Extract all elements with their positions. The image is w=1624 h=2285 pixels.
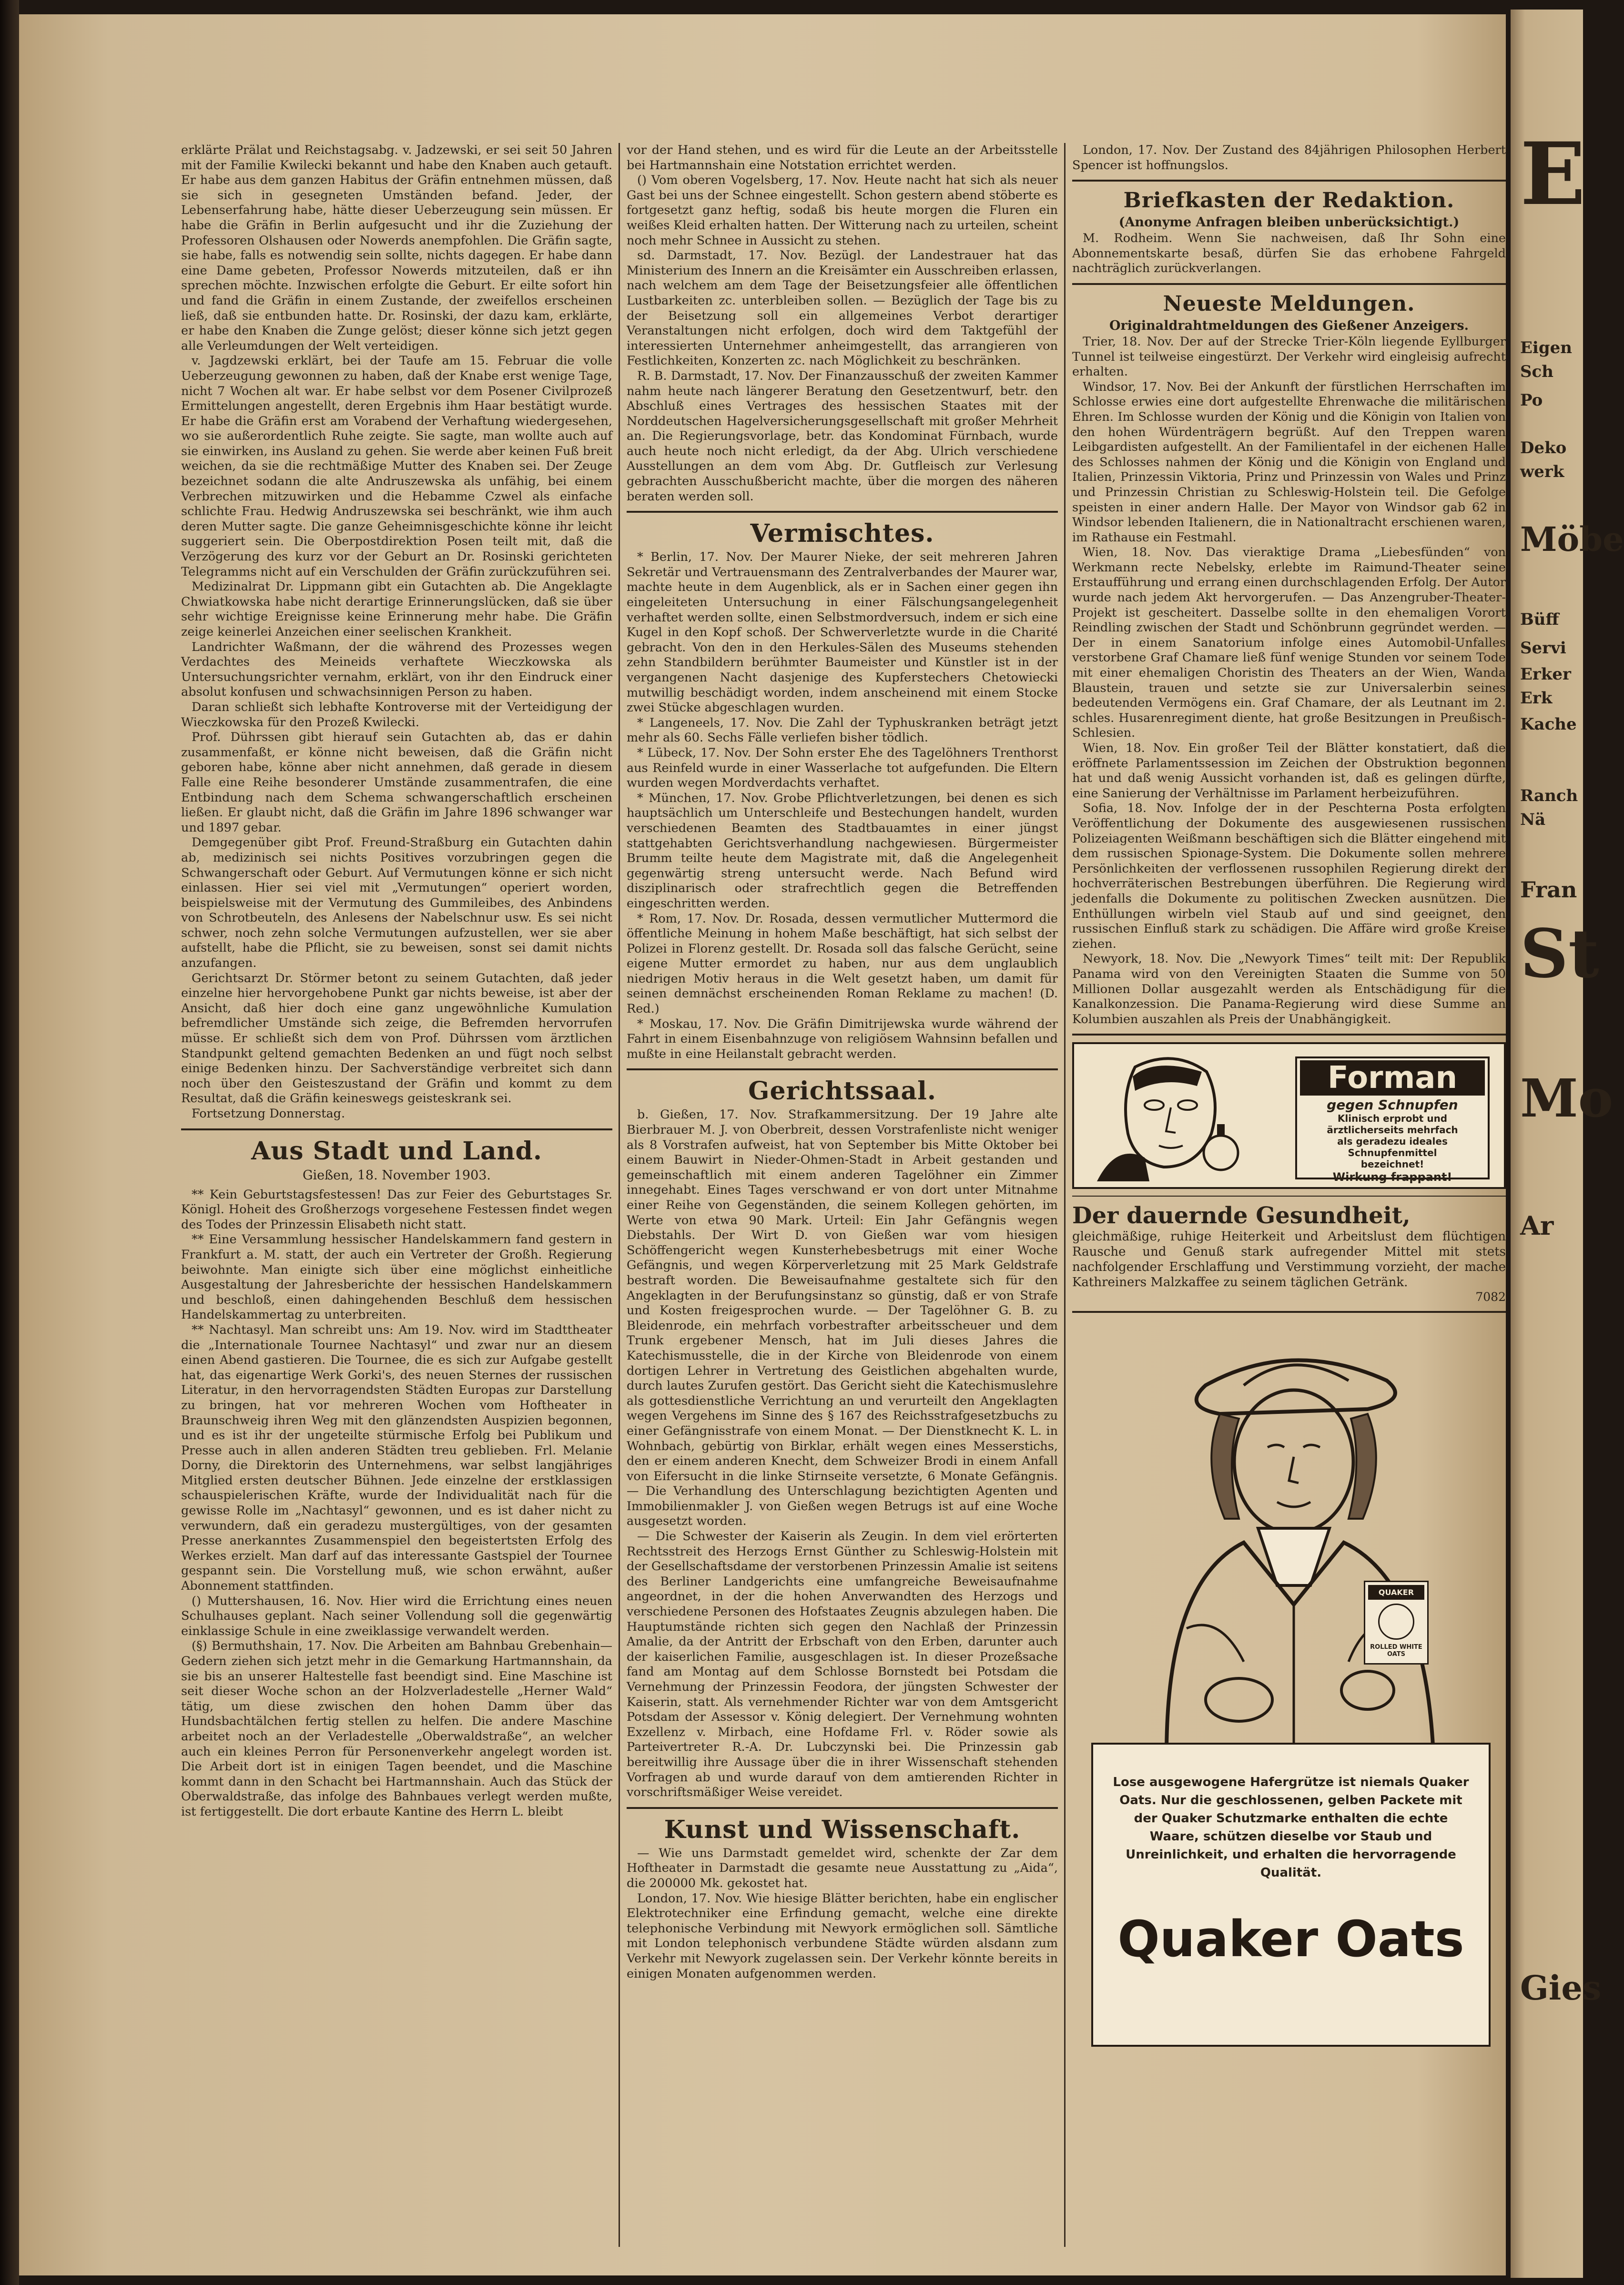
news-item: * Rom, 17. Nov. Dr. Rosada, dessen vermutlicher Muttermord die öffentliche Meinung in hohem Maße beschäftigt, hat sich selbst der Polizei in Florenz gestellt. Dr. Rosada soll das falsche Gerücht, seine eigene Mutter ermordet zu haben, nur aus dem unglaublich niedrigen Motiv heraus in die Welt gesetzt haben, um damit für seinen demnächst erscheinenden Roman Reklame zu machen! (D. Red.): [627, 911, 1058, 1016]
news-item: b. Gießen, 17. Nov. Strafkammersitzung. Der 19 Jahre alte Bierbrauer M. J. von Oberbreit, dessen Vorstrafenliste nicht weniger als 8 Vorstrafen aufweist, hat von September bis Mitte Oktober bei einem Bauwirt in Nieder-Ohmen-Stadt in Arbeit gestanden und gemeinschaftlich mit einem anderen Tagelöhner ein Zimmer innegehabt. Eines Tages verschwand er von dort unter Mitnahme einer Reihe von Gegenständen, die seinem Kollegen gehörten, im Werte von etwa 90 Mark. Urteil: Ein Jahr Gefängnis wegen Diebstahls. Der Wirt D. von Gießen war vom hiesigen Schöffengericht wegen Kunsterhebesbetrugs mit einer Woche Gefängnis, und wegen Körperverletzung mit 25 Mark Geldstrafe bestraft worden. Die Beweisaufnahme gestaltete sich für den Angeklagten in der Berufungsinstanz so günstig, daß er von Strafe und Kosten freigesprochen wurde. — Der Tagelöhner G. B. zu Bleidenrode, ein mehrfach vorbestrafter arbeitsscheuer und dem Trunk ergebener Mensch, hat im Juli dieses Jahres die Katechismusstelle, die in der Kirche von Bleidenrode von einem dortigen Lehrer in Vertretung des Geistlichen abgehalten wurde, durch lautes Zurufen gestört. Das Gericht sieht die Katechismuslehre als gottesdienstliche Verrichtung an und verurteilt den Angeklagten wegen Vergehens im Sinne des § 167 des Reichsstrafgesetzbuchs zu einer Gefängnisstrafe von einem Monat. — Der Dienstknecht K. L. in Wohnbach, gebürtig von Birklar, erhält wegen eines Messerstichs, den er einem anderen Knecht, dem Schweizer Brodi in einem Anfall von Eifersucht in die linke Stirnseite versetzte, 6 Monate Gefängnis. — Die Verhandlung des Unterschlagung bezichtigten Agenten und Immobilienmakler J. von Gießen wegen Betrugs ist auf eine Woche ausgesetzt worden.: [627, 1107, 1058, 1529]
next-page-fragment: Ar: [1520, 1210, 1554, 1241]
book-binding: [0, 0, 19, 2285]
news-item: * München, 17. Nov. Grobe Pflichtverletzungen, bei denen es sich hauptsächlich um Unterschleife und Bestechungen handelt, wurden verschiedenen Beamten des Stadtbauamtes in einer jüngst stattgehabten Gerichtsverhandlung nachgewiesen. Bürgermeister Brumm teilte heute dem Magistrate mit, daß die Angelegenheit gegenwärtig streng untersucht werde. Nach Befund wird disziplinarisch oder strafrechtlich gegen die Betreffenden eingeschritten werden.: [627, 791, 1058, 911]
news-item: London, 17. Nov. Wie hiesige Blätter berichten, habe ein englischer Elektrotechniker eine Erfindung gemacht, welche eine direkte telephonische Verbindung mit Newyork ermöglichen soll. Sämtliche mit London telephonisch verbundene Städte würden alsdann zum Verkehr mit Newyork zugelassen sein. Der Verkehr könnte bereits in einigen Monaten aufgenommen werden.: [627, 1891, 1058, 1981]
next-page-fragment: Deko: [1520, 438, 1567, 457]
next-page-fragment: Nä: [1520, 810, 1546, 829]
article-continuation-note: Fortsetzung Donnerstag.: [192, 1107, 345, 1121]
news-item: R. B. Darmstadt, 17. Nov. Der Finanzausschuß der zweiten Kammer nahm heute nach längerer Beratung den Gesetzentwurf, betr. den Abschluß eines Vertrages des hessischen Staates mit der Norddeutschen Hagelversicherungsgesellschaft mit großer Mehrheit an. Die Regierungsvorlage, betr. das Kondominat Fürnbach, wurde auch heute noch nicht erledigt, da der Abg. Ulrich verschiedene Ausstellungen an dem vom Abg. Dr. Gutfleisch zur Verlesung gebrachten Ausschußbericht machte, über die morgen des näheren beraten werden soll.: [627, 368, 1058, 504]
column-divider: [1064, 143, 1066, 2247]
health-ad-headline: Der dauernde Gesundheit,: [1072, 1202, 1411, 1229]
section-rule: [1072, 1034, 1506, 1036]
column-right: [1072, 143, 1506, 2256]
next-page-fragment: Erk: [1520, 689, 1553, 708]
forman-brand: Forman: [1300, 1060, 1485, 1096]
quaker-text-box: [1091, 1743, 1491, 2047]
section-rule: [627, 511, 1058, 513]
news-item: sd. Darmstadt, 17. Nov. Bezügl. der Landestrauer hat das Ministerium des Innern an die Kreisämter ein Ausschreiben erlassen, nach welchem am dem Tage der Beisetzungsfeier alle öffentlichen Lustbarkeiten zc. unterbleiben sollen. — Bezüglich der Tage bis zu der Beisetzung soll ein allgemeines Verbot derartiger Veranstaltungen nicht erfolgen, doch wird dem Taktgefühl der interessierten Unternehmer anheimgestellt, das arrangieren von Festlichkeiten, Konzerten zc. nach Möglichkeit zu beschränken.: [627, 248, 1058, 368]
forman-line: bezeichnet!: [1360, 1158, 1424, 1170]
next-page-fragment: E: [1520, 124, 1586, 224]
package-label-bottom: ROLLED WHITE OATS: [1370, 1644, 1422, 1658]
briefkasten-note: (Anonyme Anfragen bleiben unberücksichtigt.): [1118, 215, 1460, 230]
forman-text-box: [1295, 1056, 1490, 1184]
next-page-fragment: Büff: [1520, 610, 1559, 629]
news-item: — Die Schwester der Kaiserin als Zeugin. In dem viel erörterten Rechtsstreit des Herzogs Ernst Günther zu Schleswig-Holstein mit der Gesellschaftsdame der verstorbenen Prinzessin Amalie ist seitens des Berliner Landgerichts eine umfangreiche Beweisaufnahme angeordnet, in der die hohen Anverwandten des Herzogs und verschiedene Personen des Hofstaates Zeugnis abzulegen haben. Die Hauptumstände richten sich gegen den Nachlaß der Prinzessin Amalie, da der Antritt der Erbschaft von den Erben, darunter auch der kaiserlichen Familie, ausgeschlagen ist. In dieser Prozeßsache fand am Montag auf dem Schlosse Bornstedt bei Potsdam die Vernehmung der Prinzessin Feodora, der jüngsten Schwester der Kaiserin, statt. Als vernehmender Richter war von dem Amtsgericht Potsdam der Assessor v. König delegiert. Der Vernehmung wohnten Exzellenz v. Mirbach, eine Hofdame Frl. v. Röder sowie als Parteivertreter R.-A. Dr. Lubczynski bei. Die Prinzessin gab bereitwillig ihre Aussage über die in ihrer Wissenschaft stehenden Vorfragen ab und wurde darauf von dem amtierenden Richter in vorschriftsmäßiger Weise vereidet.: [627, 1529, 1058, 1800]
forman-line: Wirkung frappant!: [1332, 1170, 1452, 1184]
section-title-stadt-und-land: Aus Stadt und Land.: [251, 1136, 542, 1166]
next-page-fragment: Erker: [1520, 665, 1571, 684]
news-item: * Berlin, 17. Nov. Der Maurer Nieke, der seit mehreren Jahren Sekretär und Vertrauensmann des Zentralverbandes der Maurer war, machte heute in dem Augenblick, als er in Sachen einer gegen ihn eingeleiteten Untersuchung in einer Fälschungsangelegenheit verhaftet werden sollte, einen Selbstmordversuch, indem er sich eine Kugel in den Kopf schoß. Der Schwerverletzte wurde in die Charité gebracht. Von den in den Herkules-Sälen des Museums stehenden zehn Standbildern berühmter Baumeister und Künstler ist in der vergangenen Nacht dasjenige des Kupferstechers Chetowiecki mutwillig beschädigt worden, indem anscheinend mit einem Stocke zwei Stücke abgeschlagen wurden.: [627, 550, 1058, 715]
article-paragraph: Prof. Dührssen gibt hierauf sein Gutachten ab, das er dahin zusammenfaßt, er könne nicht beweisen, daß die Gräfin nicht geboren habe, könne aber nicht annehmen, daß gerade in diesem Falle eine Reihe besonderer Umstände zusammentrafen, die eine Entbindung nach dem Schema schwangerschaftlich erscheinen ließen. Er glaubt nicht, daß die Gräfin im Jahre 1896 schwanger war und 1897 gebar.: [181, 730, 612, 835]
news-item: Wien, 18. Nov. Ein großer Teil der Blätter konstatiert, daß die eröffnete Parlamentssession im Zeichen der Obstruktion begonnen hat und daß wenig Aussicht vorhanden ist, daß es gelingen dürfte, eine Sanierung der Verhältnisse im Parlament herbeizuführen.: [1072, 741, 1506, 801]
quaker-emblem-icon: [1378, 1604, 1414, 1640]
article-paragraph: erklärte Prälat und Reichstagsabg. v. Jadzewski, er sei seit 50 Jahren mit der Familie Kwilecki bekannt und habe den Knaben auch getauft. Er habe aus dem ganzen Habitus der Gräfin entnehmen müssen, daß sie sich in gesegneten Umständen befand. Jeder, der Lebenserfahrung habe, hätte dieser Ueberzeugung sein müssen. Er habe die Gräfin in Berlin aufgesucht und ihr die Zuziehung der Professoren Olshausen oder Nowerds anempfohlen. Die Gräfin sagte, sie habe, falls es notwendig sein sollte, nichts dagegen. Er habe dann eine Dame gebeten, Professor Nowerds mitzuteilen, daß er ihn sprechen möchte. Inzwischen erfolgte die Geburt. Er eilte sofort hin und fand die Gräfin in einem Zustande, der zweifellos erscheinen ließ, daß sie entbunden hatte. Dr. Rosinski, der dazu kam, erklärte, er habe den Knaben die Zunge gelöst; dieser könne sich jetzt gegen alle Verleumdungen der Welt verteidigen.: [181, 143, 612, 353]
article-paragraph: Daran schließt sich lebhafte Kontroverse mit der Verteidigung der Wieczkowska für den Prozeß Kwilecki.: [181, 700, 612, 730]
news-item: Sofia, 18. Nov. Infolge der in der Peschterna Posta erfolgten Veröffentlichung der Dokumente des ausgewiesenen russischen Polizeiagenten Weißmann beschäftigen sich die Blätter eingehend mit dem russischen Spionage-System. Die Dokumente sollen mehrere Persönlichkeiten der verflossenen russophilen Regierung direkt der hochverräterischen Bestrebungen überführen. Die Regierung wird jedenfalls die Dokumente zu politischen Zwecken ausnützen. Die Enthüllungen wirbeln viel Staub auf und sind geeignet, den russischen Einfluß stark zu schädigen. Die Affäre wird große Kreise ziehen.: [1072, 801, 1506, 951]
section-rule: [1072, 1311, 1506, 1313]
next-page-fragment: Eigen: [1520, 338, 1572, 357]
article-paragraph: vor der Hand stehen, und es wird für die Leute an der Arbeitsstelle bei Hartmannshain eine Notstation errichtet werden.: [627, 143, 1058, 173]
sneezing-man-illustration: [1078, 1048, 1269, 1181]
dateline: Gießen, 18. November 1903.: [302, 1168, 491, 1183]
column-middle: [627, 143, 1058, 2256]
next-page-fragment: Po: [1520, 391, 1543, 410]
section-title-vermischtes: Vermischtes.: [750, 519, 934, 548]
article-paragraph: Landrichter Waßmann, der die während des Prozesses wegen Verdachtes des Meineids verhaftete Wieczkowska als Untersuchungsrichter vernahm, erklärt, von ihr den Eindruck einer absolut konfusen und schwachsinnigen Person zu haben.: [181, 640, 612, 700]
article-paragraph: Demgegenüber gibt Prof. Freund-Straßburg ein Gutachten dahin ab, medizinisch sei nichts Positives vorzubringen gegen die Schwangerschaft oder Geburt. Auf Vermutungen könne er sich nicht einlassen. Hier sei viel mit „Vermutungen“ operiert worden, beispielsweise mit der Vermutung des Gummileibes, des Anbindens von Schrotbeuteln, des Anlesens der Nabelschnur usw. Es sei nicht schwer, noch zehn solche Vermutungen aufzustellen, wer sie aber aufstellt, habe die Pflicht, sie zu beweisen, sonst sei damit nichts anzufangen.: [181, 835, 612, 971]
article-paragraph: Gerichtsarzt Dr. Störmer betont zu seinem Gutachten, daß jeder einzelne hier hervorgehobene Punkt gar nichts beweise, ist aber der Ansicht, daß hier doch eine ganz ungewöhnliche Kumulation befremdlicher Umstände sich zeige, die Befremden hervorrufen müsse. Er schließt sich dem von Prof. Dührssen vom ärztlichen Standpunkt geltend gemachten Bedenken an und fügt noch selbst einige Bedenken hinzu. Der Sachverständige verbreitet sich dann noch über den Geisteszustand der Gräfin und kommt zu dem Resultat, daß die Gräfin keineswegs geisteskrank sei.: [181, 971, 612, 1106]
news-item: () Vom oberen Vogelsberg, 17. Nov. Heute nacht hat sich als neuer Gast bei uns der Schnee eingestellt. Schon gestern abend stöberte es fortgesetzt ganz heftig, sodaß bis heute morgen die Fluren ein weißes Kleid erhalten hatten. Der Witterung nach zu urteilen, scheint noch mehr Schnee in Aussicht zu stehen.: [627, 173, 1058, 248]
news-item: Newyork, 18. Nov. Die „Newyork Times“ teilt mit: Der Republik Panama wird von den Vereinigten Staaten die Summe von 50 Millionen Dollar ausgezahlt werden als Entschädigung für die Kanalkonzession. Die Panama-Regierung wird diese Summe an Kolumbien auszahlen als Preis der Unabhängigkeit.: [1072, 952, 1506, 1026]
quaker-oats-advertisement: [1072, 1319, 1506, 2105]
quaker-man-illustration: [1101, 1319, 1482, 1795]
adjacent-page-edge: [1511, 10, 1624, 2278]
next-page-fragment: Ranch: [1520, 786, 1578, 805]
section-rule: [181, 1128, 612, 1130]
section-rule: [627, 1807, 1058, 1809]
next-page-fragment: Sch: [1520, 362, 1553, 381]
next-page-fragment: Mo: [1520, 1067, 1614, 1129]
quaker-package: [1364, 1581, 1429, 1665]
ad-number: 7082: [1475, 1290, 1506, 1304]
next-page-fragment: Kache: [1520, 715, 1577, 734]
news-item: (§) Bermuthshain, 17. Nov. Die Arbeiten am Bahnbau Grebenhain—Gedern ziehen sich jetzt mehr in die Gemarkung Hartmannshain, da sie bis an unserer Haltestelle fast beendigt sind. Eine Maschine ist seit dieser Woche schon an der Holzverladestelle „Herner Wald“ tätig, um diese zwischen den hohen Damm über das Hundsbachtälchen fertig stellen zu helfen. Die andere Maschine arbeitet noch an der Verladestelle „Oberwaldstraße“, an welcher auch ein kleines Perron für Personenverkehr angelegt worden ist. Die Arbeit dort ist in einigen Tagen beendet, und die Maschine kommt dann in den Schacht bei Hartmannshain. Auch das Stück der Oberwaldstraße, das infolge des Bahnbaues verlegt werden mußte, ist fertiggestellt. Die dort erbaute Kantine des Herrn L. bleibt: [181, 1639, 612, 1819]
briefkasten-answer: M. Rodheim. Wenn Sie nachweisen, daß Ihr Sohn eine Abonnementskarte besaß, dürfen Sie das erhobene Fahrgeld nachträglich zurückverlangen.: [1072, 231, 1506, 276]
next-page-fragment: Gies: [1520, 1968, 1602, 2008]
section-title-neueste-meldungen: Neueste Meldungen.: [1163, 291, 1415, 316]
quaker-ad-text: Lose ausgewogene Hafergrütze ist niemals Quaker Oats. Nur die geschlossenen, gelben Packete mit der Quaker Schutzmarke enthalten die echte Waare, schützen dieselbe vor Staub und Unreinlichkeit, und erhalten die hervorragende Qualität.: [1113, 1775, 1469, 1880]
newspaper-page: [19, 14, 1506, 2275]
forman-advertisement: [1072, 1042, 1506, 1189]
next-page-fragment: St: [1520, 915, 1599, 993]
next-page-fragment: Möbe: [1520, 519, 1624, 559]
news-item: () Muttershausen, 16. Nov. Hier wird die Errichtung eines neuen Schulhauses geplant. Nach seiner Vollendung soll die gegenwärtig einklassige Schule in eine zweiklassige verwandelt werden.: [181, 1594, 612, 1638]
news-item: Windsor, 17. Nov. Bei der Ankunft der fürstlichen Herrschaften im Schlosse erwies eine dort aufgestellte Ehrenwache die militärischen Ehren. Im Schlosse wurden der König und die Königin von Italien von den hohen Würdenträgern begrüßt. Auf den Treppen waren Leibgardisten aufgestellt. An der Familientafel in der eichenen Halle des Schlosses nahmen der König und die Königin von England und Italien, Prinzessin Viktoria, Prinz und Prinzessin von Wales und Prinz und Prinzessin Christian zu Schleswig-Holstein teil. Die Gefolge speisten in einer andern Halle. Der Mayor von Windsor gab 62 in Windsor lebenden Italienern, die in Nationaltracht erschienen waren, im Rathause ein Festmahl.: [1072, 379, 1506, 545]
news-item: * Langeneels, 17. Nov. Die Zahl der Typhuskranken beträgt jetzt mehr als 60. Sechs Fälle verliefen bisher tödlich.: [627, 715, 1058, 745]
news-subtitle: Originaldrahtmeldungen des Gießener Anzeigers.: [1109, 318, 1469, 333]
forman-line: Schnupfenmittel: [1348, 1147, 1437, 1159]
next-page-fragment: werk: [1520, 462, 1564, 481]
news-item: ** Kein Geburtstagsfestessen! Das zur Feier des Geburtstages Sr. Königl. Hoheit des Großherzogs vorgesehene Festessen findet wegen des Todes der Prinzessin Elisabeth nicht statt.: [181, 1187, 612, 1232]
news-item: London, 17. Nov. Der Zustand des 84jährigen Philosophen Herbert Spencer ist hoffnungslos.: [1072, 143, 1506, 173]
article-paragraph: v. Jagdzewski erklärt, bei der Taufe am 15. Februar die volle Ueberzeugung gewonnen zu haben, daß der Knabe erst wenige Tage, nicht 7 Wochen alt war. Er habe selbst vor dem Posener Civilprozeß Ermittelungen angestellt, deren Ergebnis ihm Haar bestätigt wurde. Er habe die Gräfin erst am Vorabend der Verhaftung wiedergesehen, wo sie außerordentlich Ruhe zeigte. Sie sagte, man wollte auch auf sie einwirken, ins Ausland zu gehen. Sie werde aber keinen Fuß breit weichen, da sie die rechtmäßige Mutter des Knaben sei. Der Zeuge bezeichnet sodann die alte Andruszewska als unfähig, bei einem Verbrechen mitzuwirken und die Hebamme Czwel als einfache schlichte Frau. Hedwig Andruszewska sei beschränkt, wie ihm auch deren Mutter sagte. Die ganze Geheimnisgeschichte könne ihr leicht suggeriert sein. Die Oberpostdirektion Posen teilt mit, daß die Verzögerung des kurz vor der Geburt an Dr. Rosinski gerichteten Telegramms nicht auf ein Verschulden der Gräfin zurückzuführen sei.: [181, 354, 612, 579]
news-item: ** Eine Versammlung hessischer Handelskammern fand gestern in Frankfurt a. M. statt, der auch ein Vertreter der Großh. Regierung beiwohnte. Man einigte sich über eine möglichst einheitliche Ausgestaltung der Jahresberichte der hessischen Handelskammern und beschloß, einen dahingehenden Beschluß dem hessischen Handelskammertag zu unterbreiten.: [181, 1232, 612, 1322]
section-rule: [627, 1068, 1058, 1070]
forman-line: ärztlicherseits mehrfach: [1327, 1124, 1458, 1136]
column-left: [181, 143, 612, 2256]
news-item: ** Nachtasyl. Man schreibt uns: Am 19. Nov. wird im Stadttheater die „Internationale Tournee Nachtasyl“ und zwar nur an diesem einen Abend gastieren. Die Tournee, die es sich zur Aufgabe gestellt hat, das eigenartige Werk Gorki's, des neuen Sternes der russischen Literatur, in den hervorragendsten Städten Europas zur Darstellung zu bringen, hat vor mehreren Wochen vom Hoftheater in Braunschweig ihren Weg mit den glänzendsten Auspizien begonnen, und es ist ihr der ungeteilte stürmische Erfolg bei Publikum und Presse auch in allen anderen Städten treu geblieben. Frl. Melanie Dorny, die Direktorin des Unternehmens, war selbst langjähriges Mitglied ersten deutscher Bühnen. Jede einzelne der erstklassigen schauspielerischen Kräfte, wurde der Individualität nach für die gewisse Rolle im „Nachtasyl“ gewonnen, und es ist daher nicht zu verwundern, daß ein geradezu mustergültiges, von der gesamten Presse anerkanntes Zusammenspiel den begeistertsten Erfolg des Werkes erzielt. Man darf auf das interessante Gastspiel der Tournee gespannt sein. Die Vorstellung muß, wie schon erwähnt, außer Abonnement stattfinden.: [181, 1322, 612, 1594]
article-paragraph: Medizinalrat Dr. Lippmann gibt ein Gutachten ab. Die Angeklagte Chwiatkowska habe nicht derartige Erinnerungslücken, daß sie über sehr wichtige Ereignisse keine Erinnerung mehr habe. Die Gräfin zeige keinerlei Anzeichen einer seelischen Krankheit.: [181, 579, 612, 639]
news-item: Trier, 18. Nov. Der auf der Strecke Trier-Köln liegende Eyllburger Tunnel ist teilweise eingestürzt. Der Verkehr wird eingleisig aufrecht erhalten.: [1072, 334, 1506, 379]
next-page-fragment: Fran: [1520, 877, 1577, 903]
health-ad-text: gleichmäßige, ruhige Heiterkeit und Arbeitslust dem flüchtigen Rausche und Genuß stark aufregender Mittel mit stets nachfolgender Erschlaffung und Verstimmung vorzieht, der mache Kathreiners Malzkaffee zu seinem täglichen Getränk.: [1072, 1229, 1506, 1290]
news-item: * Moskau, 17. Nov. Die Gräfin Dimitrijewska wurde während der Fahrt in einem Eisenbahnzuge von religiösem Wahnsinn befallen und mußte in eine Heilanstalt gebracht werden.: [627, 1016, 1058, 1061]
section-rule: [1072, 1196, 1506, 1197]
news-item: — Wie uns Darmstadt gemeldet wird, schenkte der Zar dem Hoftheater in Darmstadt die gesamte neue Ausstattung zu „Aida“, die 200000 Mk. gekostet hat.: [627, 1846, 1058, 1890]
next-page-fragment: Servi: [1520, 639, 1566, 658]
section-title-briefkasten: Briefkasten der Redaktion.: [1123, 188, 1455, 213]
section-title-gerichtssaal: Gerichtssaal.: [748, 1076, 936, 1106]
forman-line: Klinisch erprobt und: [1337, 1113, 1448, 1125]
quaker-oats-logo: Quaker Oats: [1117, 1910, 1464, 1969]
section-title-kunst-und-wissenschaft: Kunst und Wissenschaft.: [664, 1815, 1021, 1844]
column-divider: [619, 143, 620, 2247]
package-label-top: QUAKER: [1368, 1585, 1424, 1600]
section-rule: [1072, 180, 1506, 182]
section-rule: [1072, 283, 1506, 285]
forman-subtitle: gegen Schnupfen: [1327, 1097, 1458, 1113]
news-item: * Lübeck, 17. Nov. Der Sohn erster Ehe des Tagelöhners Trenthorst aus Reinfeld wurde in einer Wasserlache tot aufgefunden. Die Eltern wurden wegen Mordverdachts verhaftet.: [627, 745, 1058, 791]
forman-line: als geradezu ideales: [1337, 1136, 1448, 1148]
news-item: Wien, 18. Nov. Das vieraktige Drama „Liebesfünden“ von Werkmann recte Nebelsky, erlebte im Raimund-Theater seine Erstaufführung und errang einen durchschlagenden Erfolg. Der Autor wurde nach jedem Akt hervorgerufen. — Das Anzengruber-Theater-Projekt ist gescheitert. Dasselbe sollte in den ehemaligen Vorort Reindling zwischen der Stadt und Schönbrunn gegründet werden. — Der in einem Sanatorium infolge eines Automobil-Unfalles verstorbene Graf Chamare ließ fünf wenige Stunden vor seinem Tode mit einer ehemaligen Choristin des Theaters an der Wien, Wanda Blaustein, trauen und setzte sie zur Universalerbin seines bedeutenden Vermögens ein. Graf Chamare, der als Leutnant im 2. schles. Husarenregiment diente, hat große Besitzungen in Preußisch-Schlesien.: [1072, 545, 1506, 741]
